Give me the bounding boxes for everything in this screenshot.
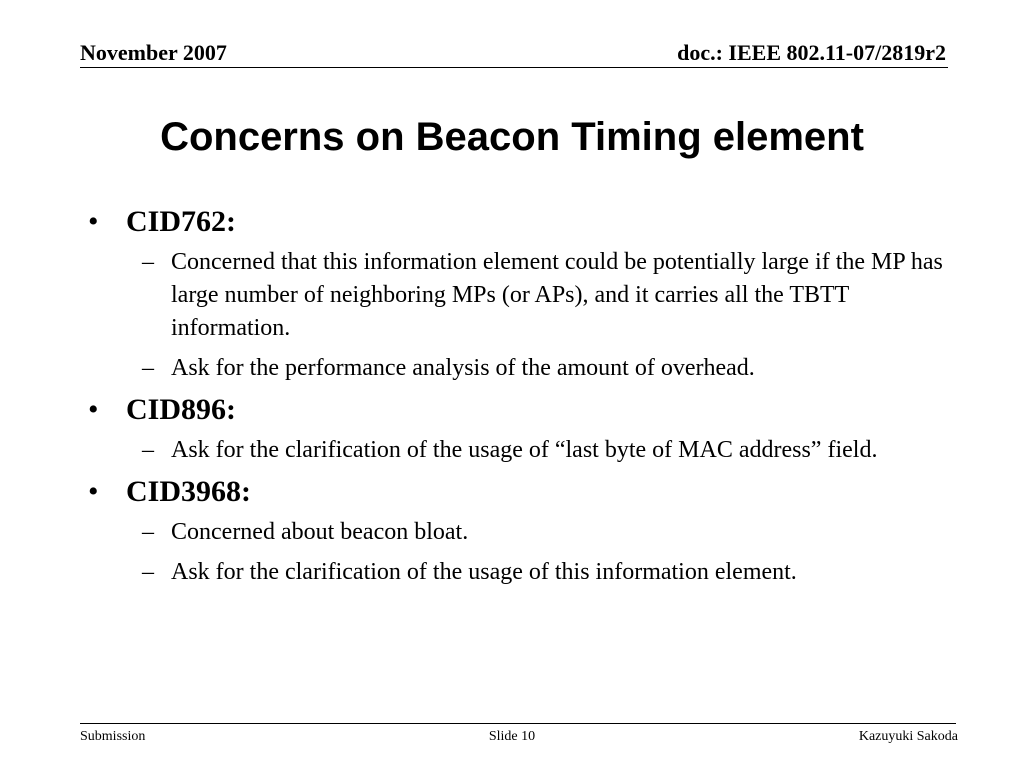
dash-marker: – [142, 519, 154, 545]
sub-item [88, 246, 961, 345]
bullet-label: CID762: [126, 205, 236, 238]
sub-item-text: Concerned about beacon bloat. [171, 519, 469, 545]
dash-marker: – [142, 249, 154, 275]
bullet-cid762 [88, 204, 968, 240]
slide-body [88, 204, 968, 596]
header-divider [80, 67, 948, 68]
slide-title: Concerns on Beacon Timing element [160, 115, 864, 159]
sub-item [88, 556, 961, 589]
footer-submission: Submission [80, 729, 146, 744]
dash-marker: – [142, 355, 154, 381]
sub-item [88, 516, 961, 549]
bullet-dot: • [88, 393, 99, 426]
bullet-cid896 [88, 392, 968, 428]
header-doc-id: doc.: IEEE 802.11-07/2819r2 [677, 40, 946, 65]
bullet-label: CID3968: [126, 475, 251, 508]
bullet-cid3968 [88, 474, 968, 510]
sub-item-text: Concerned that this information element could be potentially large if the MP has large number of neighboring MPs (or APs), and it carries all the TBTT information. [171, 249, 943, 341]
bullet-label: CID896: [126, 393, 236, 426]
sub-item-text: Ask for the clarification of the usage of this information element. [171, 559, 797, 585]
footer-slide-number: Slide 10 [488, 729, 536, 744]
footer-author: Kazuyuki Sakoda [858, 729, 958, 744]
footer-divider [80, 723, 956, 724]
dash-marker: – [142, 437, 154, 463]
sub-item [88, 352, 961, 385]
header-date: November 2007 [80, 40, 227, 65]
bullet-dot: • [88, 475, 99, 508]
bullet-dot: • [88, 205, 99, 238]
sub-item [88, 434, 961, 467]
sub-item-text: Ask for the clarification of the usage of “last byte of MAC address” field. [171, 437, 878, 463]
sub-item-text: Ask for the performance analysis of the amount of overhead. [171, 355, 755, 381]
dash-marker: – [142, 559, 154, 585]
